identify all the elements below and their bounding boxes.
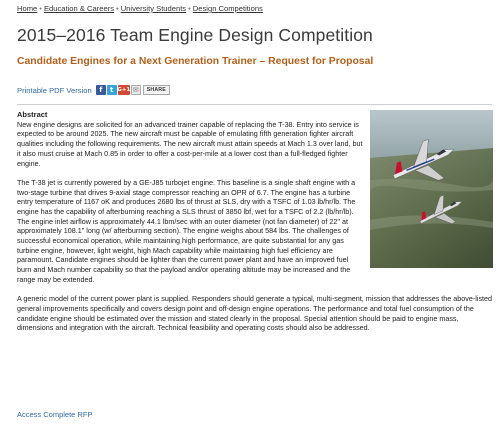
breadcrumb-separator: • [116, 4, 119, 13]
google-plus-icon[interactable]: G+1 [117, 87, 131, 93]
breadcrumb [17, 4, 263, 13]
section-divider [17, 104, 492, 105]
breadcrumb-separator: • [188, 4, 191, 13]
breadcrumb-education-careers-link[interactable]: Education & Careers [43, 4, 115, 13]
abstract-paragraph: A generic model of the current power plant is supplied. Responders should generate a typical, multi-segment, mission that addresses the above-listed general improvements specifically and covers design point and off-design engine operations. The performance and total fuel consumption of the candidate engine should be estimated over the mission and stated clearly in the proposal. Special attention should be paid to engine mass, dimensions and integration with the aircraft. Technical feasibility and operating costs should also be addressed. [17, 294, 493, 333]
abstract-paragraph: New engine designs are solicited for an advanced trainer capable of replacing the T-38. Entry into service is expected to be around 2025. The new aircraft must be capable of emulating fifth generation fighter aircraft qualities including the following requirements. The new aircraft must attain speeds at Mach 1.3 over land, but it also must cruise at Mach 0.85 in order to offer a cost-per-mile at a lower cost than a full-fledged fighter engine. [17, 119, 363, 168]
abstract-section [17, 110, 493, 333]
facebook-icon[interactable]: f [96, 85, 106, 95]
breadcrumb-separator: • [39, 4, 42, 13]
share-toolbar [17, 84, 170, 96]
breadcrumb-design-competitions-link[interactable]: Design Competitions [192, 4, 263, 13]
abstract-paragraph: The T-38 jet is currently powered by a GE-J85 turbojet engine. This baseline is a single shaft engine with a two-stage turbine that drives 9-axial stage compressor reaching an OPR of 6.7. The engine has a turbine entry temperature of 1167 oK and produces 2680 lbs of thrust at SLS, dry with a TSFC of 1.03 lb/hr/lb. The engine has the capability of afterburning reaching a SLS thrust of 3850 lbf, wet for a TSFC of 2.2 (lb/hr/lb). The engine inlet airflow is approximately 44.1 lbm/sec with an outer diameter (not fan diameter) of 22" at approximately 108.1" long (w/ afterburning section). The engine weighs about 584 lbs. The challenges of successful economical operation, while maintaining high performance, are quite substantial for any gas turbine engine, however, light weight, high Mach capability while maintaining high fuel efficiency are paramount. Candidate engines should be lighter than the current power plant and have an improved fuel burn and Mach number capability so that the payload and/or operating altitude may be increased and the range may be extended. [17, 177, 356, 284]
breadcrumb-university-students-link[interactable]: University Students [120, 4, 187, 13]
printable-pdf-link[interactable]: Printable PDF Version [17, 85, 92, 95]
jet-aircraft-photo [370, 110, 493, 268]
share-button[interactable]: SHARE [143, 85, 170, 95]
access-complete-rfp-link[interactable]: Access Complete RFP [17, 410, 93, 419]
abstract-heading: Abstract [17, 110, 48, 119]
page-title: 2015–2016 Team Engine Design Competition [17, 25, 373, 45]
twitter-icon[interactable]: t [107, 85, 117, 95]
breadcrumb-home-link[interactable]: Home [17, 4, 38, 13]
email-icon[interactable]: ✉ [131, 85, 141, 95]
page-subtitle: Candidate Engines for a Next Generation Trainer – Request for Proposal [17, 56, 374, 67]
